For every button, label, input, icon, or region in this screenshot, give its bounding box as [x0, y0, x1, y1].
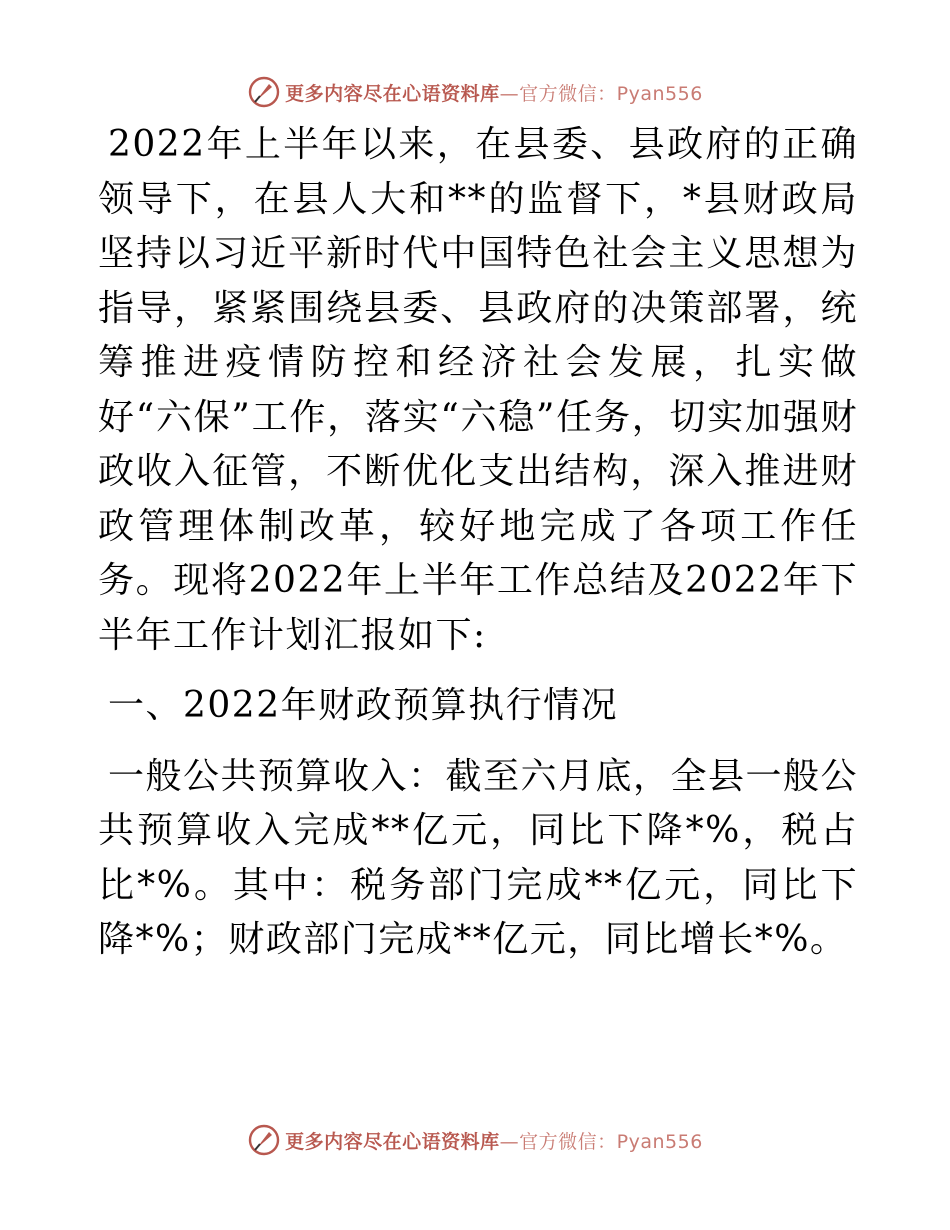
quill-pen-circle-icon: [247, 1123, 281, 1157]
header-banner: [0, 72, 950, 112]
footer-banner-text: [285, 1127, 703, 1154]
revenue-paragraph: 一般公共预算收入：截至六月底，全县一般公共预算收入完成**亿元，同比下降*%，税占比*%。其中：税务部门完成**亿元，同比下降*%；财政部门完成**亿元，同比增长*%。: [98, 755, 859, 960]
footer-banner: [0, 1120, 950, 1160]
footer-banner-separator: —: [499, 1130, 520, 1153]
section-heading: 一、2022年财政预算执行情况: [108, 685, 619, 726]
footer-banner-brand: 更多内容尽在心语资料库: [285, 1130, 500, 1153]
footer-banner-contact: 官方微信：Pyan556: [519, 1130, 703, 1153]
document-body: [98, 118, 858, 968]
intro-paragraph: 2022年上半年以来，在县委、县政府的正确领导下，在县人大和**的监督下，*县财政局坚持以习近平新时代中国特色社会主义思想为指导，紧紧围绕县委、县政府的决策部署，统筹推进疫情防控和经济社会发展，扎实做好“六保”工作，落实“六稳”任务，切实加强财政收入征管，不断优化支出结构，深入推进财政管理体制改革，较好地完成了各项工作任务。现将2022年上半年工作总结及2022年下半年工作计划汇报如下:: [98, 124, 858, 656]
header-banner-brand: 更多内容尽在心语资料库: [285, 82, 500, 105]
header-banner-separator: —: [499, 82, 520, 105]
header-banner-contact: 官方微信：Pyan556: [519, 82, 703, 105]
header-banner-text: [285, 79, 703, 106]
quill-pen-circle-icon: [247, 75, 281, 109]
